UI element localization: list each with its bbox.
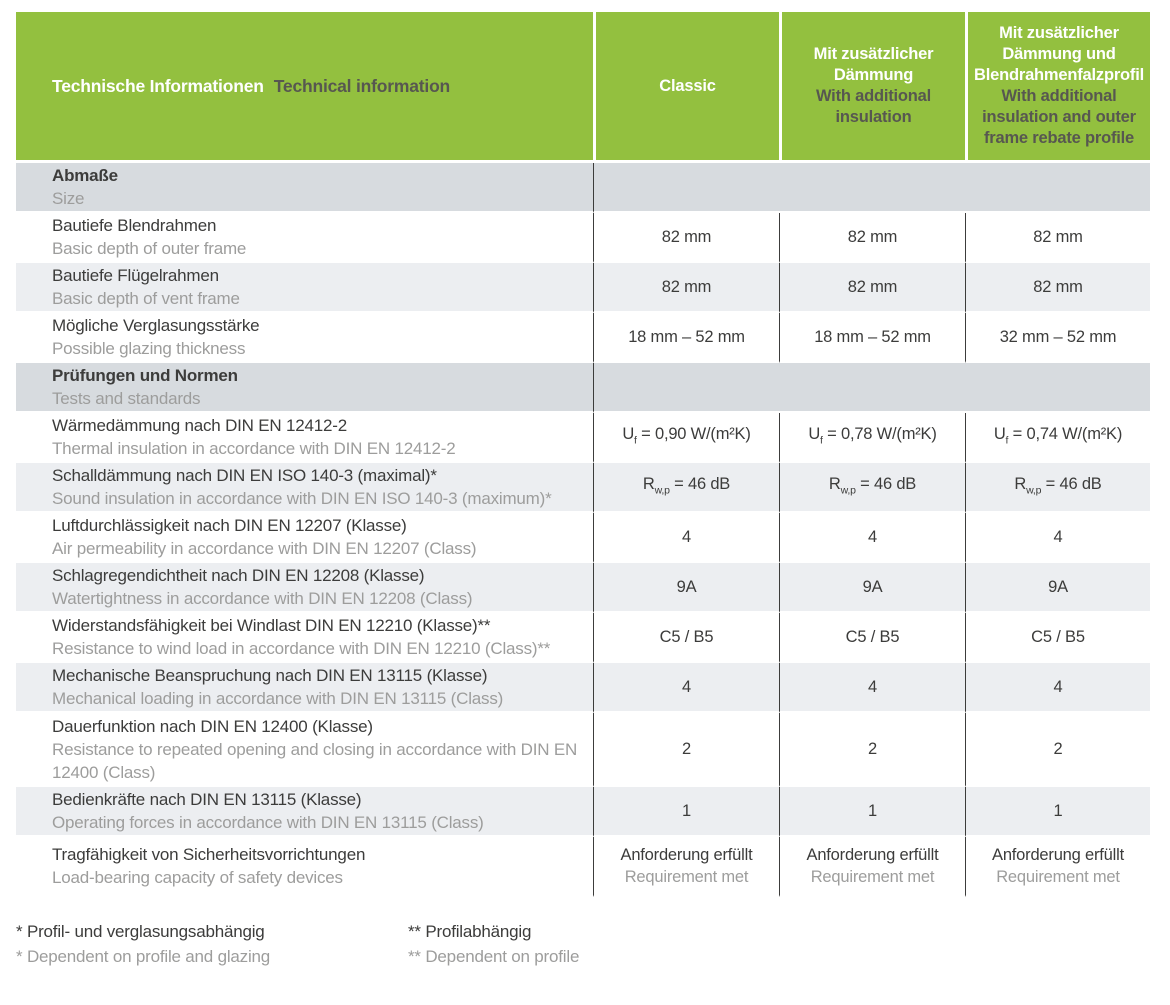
row-label: Mögliche Verglasungsstärke Possible glazing thickness [16, 313, 593, 363]
table-row-repeated-opening [16, 713, 1150, 787]
table-title-de: Technische Informationen [52, 75, 264, 96]
value-cell: 4 [965, 513, 1150, 563]
footnote-profile: ** Profilabhängig ** Dependent on profile [408, 922, 580, 966]
table-row-vent-frame-depth [16, 263, 1150, 313]
value-cell: 2 [593, 713, 779, 787]
table-header [16, 12, 1150, 160]
table-row-thermal-insulation [16, 413, 1150, 463]
column-header-insulation-rebate-profile: Mit zusätzlicher Dämmung und Blendrahmenfalzprofil With additional insulation and outer frame rebate profile [965, 12, 1150, 160]
value-cell: 4 [965, 663, 1150, 713]
technical-information-table [16, 12, 1150, 897]
section-row-size [16, 163, 1150, 213]
column-header-additional-insulation: Mit zusätzlicher Dämmung With additional insulation [779, 12, 965, 160]
value-cell: C5 / B5 [779, 613, 965, 663]
value-cell: 4 [779, 513, 965, 563]
value-cell: 4 [593, 513, 779, 563]
value-cell: 18 mm – 52 mm [779, 313, 965, 363]
row-label: Schlagregendichtheit nach DIN EN 12208 (Klasse) Watertightness in accordance with DIN EN 12208 (Class) [16, 563, 593, 613]
value-cell: $U_f = 0,90$ W/(m²K) [593, 413, 779, 463]
row-label: Luftdurchlässigkeit nach DIN EN 12207 (Klasse) Air permeability in accordance with DIN EN 12207 (Class) [16, 513, 593, 563]
section-label: Prüfungen und Normen Tests and standards [16, 363, 593, 413]
footnote-profile-glazing: * Profil- und verglasungsabhängig * Dependent on profile and glazing [16, 922, 271, 966]
value-cell: 2 [779, 713, 965, 787]
table-row-glazing-thickness [16, 313, 1150, 363]
value-cell: C5 / B5 [593, 613, 779, 663]
section-label: Abmaße Size [16, 163, 593, 213]
value-cell: $R_{w,p} = 46$ dB [779, 463, 965, 513]
value-cell: Anforderung erfüllt Requirement met [593, 837, 779, 897]
row-label: Schalldämmung nach DIN EN ISO 140-3 (maximal)* Sound insulation in accordance with DIN EN ISO 140-3 (maximum)* [16, 463, 593, 513]
row-label: Wärmedämmung nach DIN EN 12412-2 Thermal insulation in accordance with DIN EN 12412-2 [16, 413, 593, 463]
table-row-air-permeability [16, 513, 1150, 563]
value-cell: 4 [593, 663, 779, 713]
row-label: Bautiefe Blendrahmen Basic depth of outer frame [16, 213, 593, 263]
table-title-en: Technical information [273, 75, 451, 96]
table-row-outer-frame-depth [16, 213, 1150, 263]
row-label: Mechanische Beanspruchung nach DIN EN 13115 (Klasse) Mechanical loading in accordance with DIN EN 13115 (Class) [16, 663, 593, 713]
value-cell: 9A [593, 563, 779, 613]
value-cell: 82 mm [965, 263, 1150, 313]
table-row-sound-insulation [16, 463, 1150, 513]
row-label: Tragfähigkeit von Sicherheitsvorrichtungen Load-bearing capacity of safety devices [16, 837, 593, 897]
value-cell: 1 [593, 787, 779, 837]
footnotes [16, 919, 1170, 969]
table-row-watertightness [16, 563, 1150, 613]
value-cell: 2 [965, 713, 1150, 787]
value-cell: 18 mm – 52 mm [593, 313, 779, 363]
value-cell: 82 mm [779, 213, 965, 263]
value-cell: 4 [779, 663, 965, 713]
value-cell: 82 mm [593, 263, 779, 313]
table-row-safety-devices [16, 837, 1150, 897]
section-row-tests-standards [16, 363, 1150, 413]
value-cell: 9A [779, 563, 965, 613]
value-cell: 82 mm [593, 213, 779, 263]
value-cell: Anforderung erfüllt Requirement met [779, 837, 965, 897]
section-spacer [593, 363, 1150, 413]
value-cell: Anforderung erfüllt Requirement met [965, 837, 1150, 897]
value-cell: 9A [965, 563, 1150, 613]
value-cell: C5 / B5 [965, 613, 1150, 663]
value-cell: 1 [779, 787, 965, 837]
value-cell: 82 mm [965, 213, 1150, 263]
value-cell: 1 [965, 787, 1150, 837]
row-label: Bedienkräfte nach DIN EN 13115 (Klasse) Operating forces in accordance with DIN EN 13115 (Class) [16, 787, 593, 837]
table-row-operating-forces [16, 787, 1150, 837]
section-spacer [593, 163, 1150, 213]
column-header-classic: Classic [593, 12, 779, 160]
value-cell: $R_{w,p} = 46$ dB [965, 463, 1150, 513]
table-row-mechanical-loading [16, 663, 1150, 713]
table-row-wind-load-resistance [16, 613, 1150, 663]
value-cell: 32 mm – 52 mm [965, 313, 1150, 363]
value-cell: $R_{w,p} = 46$ dB [593, 463, 779, 513]
table-title [16, 12, 593, 160]
row-label: Dauerfunktion nach DIN EN 12400 (Klasse) Resistance to repeated opening and closing in accordance with DIN EN 12400 (Class) [16, 713, 593, 787]
value-cell: $U_f = 0,78$ W/(m²K) [779, 413, 965, 463]
value-cell: $U_f = 0,74$ W/(m²K) [965, 413, 1150, 463]
row-label: Widerstandsfähigkeit bei Windlast DIN EN 12210 (Klasse)** Resistance to wind load in accordance with DIN EN 12210 (Class)** [16, 613, 593, 663]
row-label: Bautiefe Flügelrahmen Basic depth of vent frame [16, 263, 593, 313]
value-cell: 82 mm [779, 263, 965, 313]
